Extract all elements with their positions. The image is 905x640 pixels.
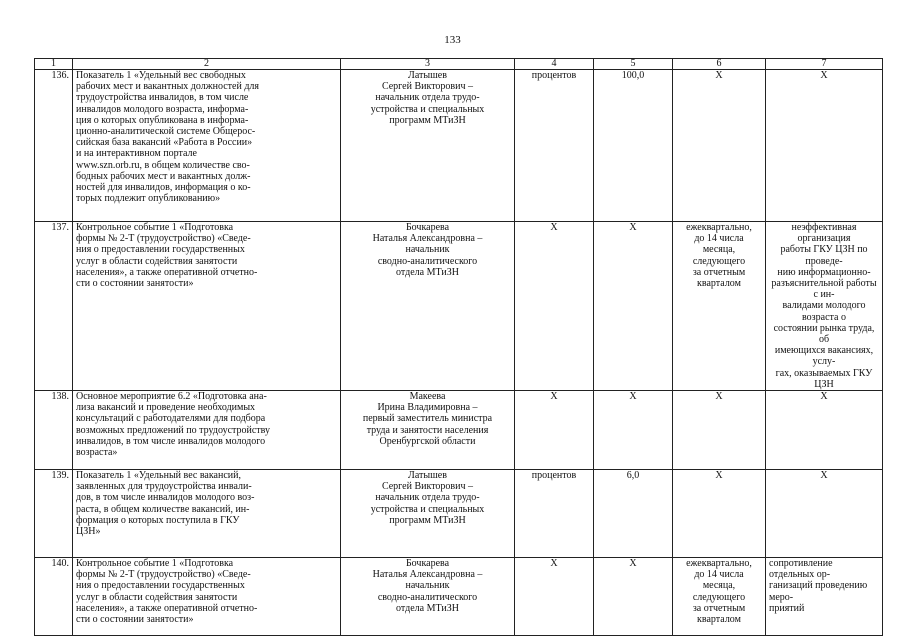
row-number: 136. <box>35 70 73 222</box>
page-number: 133 <box>444 34 461 46</box>
row-value: Х <box>594 391 673 470</box>
row-responsible: Бочкарева Наталья Александровна – начальник сводно-аналитического отдела МТиЗН <box>341 558 515 636</box>
header-cell: 4 <box>515 59 594 70</box>
row-description: Показатель 1 «Удельный вес свободных рабочих мест и вакантных должностей для трудоустройства инвалидов, в том числе инвалидов молодого возраста, информа- ция о которых опубликована в информа- ционно-аналитической системе Общерос- сийская база вакансий «Работа в России» и на интерактивном портале www.szn.orb.ru, в общем количестве сво- бодных рабочих мест и вакантных долж- ностей для инвалидов, информация о ко- торых подлежит опубликованию» <box>73 70 341 222</box>
row-description: Показатель 1 «Удельный вес вакансий, заявленных для трудоустройства инвали- дов, в том числе инвалидов молодого воз- раста, в общем количестве вакансий, ин- формация о которых поступила в ГКУ ЦЗН» <box>73 470 341 558</box>
table-row <box>35 70 883 222</box>
row-risk: неэффективная организация работы ГКУ ЦЗН по проведе- нию информационно- разъяснительной работы с ин- валидами молодого возраста о состоянии рынка труда, об имеющихся вакансиях, услу- гах, оказываемых ГКУ ЦЗН <box>766 222 883 391</box>
table-row <box>35 558 883 636</box>
header-cell: 1 <box>35 59 73 70</box>
table-row <box>35 391 883 470</box>
header-cell: 2 <box>73 59 341 70</box>
row-number: 137. <box>35 222 73 391</box>
row-period: ежеквартально, до 14 числа месяца, следующего за отчетным кварталом <box>673 558 766 636</box>
row-description: Контрольное событие 1 «Подготовка формы № 2-Т (трудоустройство) «Сведе- ния о предоставлении государственных услуг в области содействия занятости населения», а также оперативной отчетно- сти о состоянии занятости» <box>73 558 341 636</box>
row-risk: Х <box>766 70 883 222</box>
table-row <box>35 222 883 391</box>
row-period: Х <box>673 70 766 222</box>
row-value: Х <box>594 222 673 391</box>
plan-table <box>34 58 883 636</box>
row-risk: сопротивление отдельных ор- ганизаций проведению меро- приятий <box>766 558 883 636</box>
row-responsible: Макеева Ирина Владимировна – первый заместитель министра труда и занятости населения Оренбургской области <box>341 391 515 470</box>
row-number: 138. <box>35 391 73 470</box>
row-responsible: Латышев Сергей Викторович – начальник отдела трудо- устройства и специальных программ МТиЗН <box>341 70 515 222</box>
row-responsible: Бочкарева Наталья Александровна – начальник сводно-аналитического отдела МТиЗН <box>341 222 515 391</box>
header-cell: 5 <box>594 59 673 70</box>
row-value: 6,0 <box>594 470 673 558</box>
row-period: Х <box>673 391 766 470</box>
row-number: 139. <box>35 470 73 558</box>
row-risk: Х <box>766 391 883 470</box>
row-unit: Х <box>515 558 594 636</box>
row-number: 140. <box>35 558 73 636</box>
header-cell: 3 <box>341 59 515 70</box>
header-cell: 7 <box>766 59 883 70</box>
row-value: Х <box>594 558 673 636</box>
row-responsible: Латышев Сергей Викторович – начальник отдела трудо- устройства и специальных программ МТиЗН <box>341 470 515 558</box>
row-risk: Х <box>766 470 883 558</box>
row-period: Х <box>673 470 766 558</box>
header-cell: 6 <box>673 59 766 70</box>
row-unit: Х <box>515 222 594 391</box>
row-description: Контрольное событие 1 «Подготовка формы № 2-Т (трудоустройство) «Сведе- ния о предоставлении государственных услуг в области содействия занятости населения», а также оперативной отчетно- сти о состоянии занятости» <box>73 222 341 391</box>
row-unit: процентов <box>515 70 594 222</box>
header-row <box>35 59 883 70</box>
row-description: Основное мероприятие 6.2 «Подготовка ана- лиза вакансий и проведение необходимых консультаций с работодателями для подбора возможных предложений по трудоустройству инвалидов, в том числе инвалидов молодого возраста» <box>73 391 341 470</box>
row-value: 100,0 <box>594 70 673 222</box>
row-unit: процентов <box>515 470 594 558</box>
row-unit: Х <box>515 391 594 470</box>
table-row <box>35 470 883 558</box>
row-period: ежеквартально, до 14 числа месяца, следующего за отчетным кварталом <box>673 222 766 391</box>
